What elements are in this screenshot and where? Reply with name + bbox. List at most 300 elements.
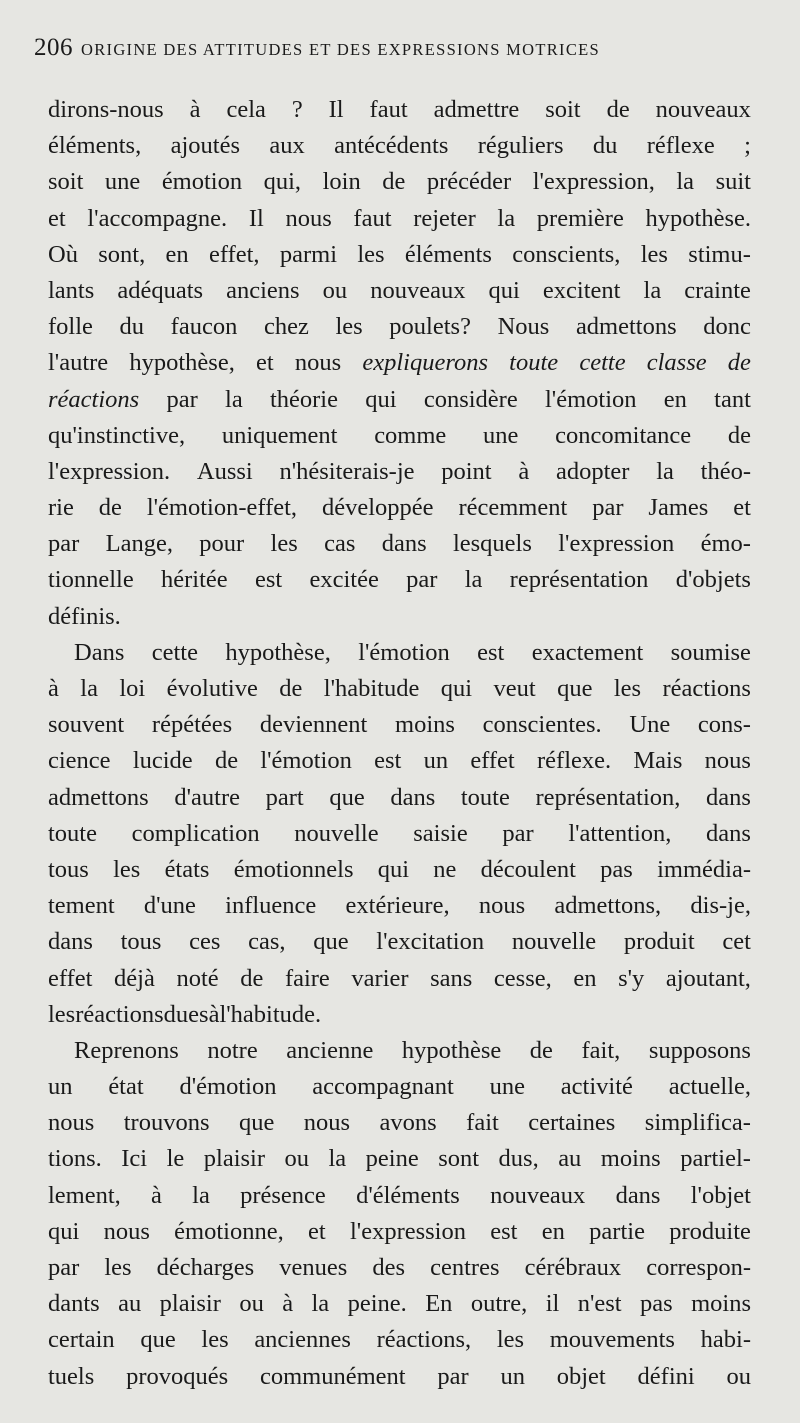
word: Reprenons	[74, 1036, 179, 1064]
italic-word: toute	[509, 349, 559, 377]
word: l'émotion	[358, 638, 450, 666]
word: aux	[269, 132, 305, 160]
text-line	[48, 1069, 751, 1105]
word: n'hésiterais-je	[279, 457, 415, 485]
word: objet	[556, 1362, 606, 1390]
word: adopter	[556, 457, 630, 485]
text-line	[48, 852, 751, 888]
word: moins	[691, 1290, 751, 1318]
text-line	[48, 816, 751, 852]
text-line	[48, 345, 751, 381]
word: Dans	[74, 638, 125, 666]
word: excitée	[309, 566, 379, 594]
word: faut	[353, 204, 392, 232]
word: est	[374, 747, 402, 775]
word: un	[423, 747, 449, 775]
word: considère	[423, 385, 518, 413]
word: comme	[374, 421, 447, 449]
word: et	[256, 349, 274, 377]
word: effet	[470, 747, 515, 775]
word: tous	[48, 855, 89, 883]
word: du	[592, 132, 618, 160]
word: nouveaux	[655, 96, 751, 123]
word: admettons	[575, 313, 677, 341]
word: soit	[48, 168, 84, 196]
word: fait	[466, 1109, 499, 1137]
word: Une	[629, 711, 671, 739]
word: d'autre	[174, 783, 240, 811]
word: que	[313, 928, 349, 956]
word: qui	[488, 276, 520, 304]
word: avons	[379, 1109, 437, 1137]
word: qui	[48, 1217, 80, 1245]
word: récemment	[458, 494, 568, 522]
word: dues	[163, 1000, 209, 1028]
word: de	[279, 675, 303, 702]
word: centres	[430, 1254, 500, 1281]
word: Mais	[633, 747, 683, 775]
word: la	[656, 457, 674, 485]
word: l'émotion-effet,	[146, 494, 298, 522]
word: définis.	[48, 602, 121, 630]
word: dans	[390, 783, 436, 811]
word: admettre	[433, 96, 520, 123]
word: et	[733, 494, 751, 522]
text-line	[48, 526, 751, 562]
word: cette	[151, 638, 198, 666]
word: nous	[48, 1109, 95, 1137]
word: qu'instinctive,	[48, 421, 186, 449]
word: représentation	[509, 566, 649, 594]
word: dans	[615, 1181, 661, 1209]
word: la	[643, 276, 662, 304]
text-line	[48, 1359, 751, 1395]
word: l'excitation	[376, 928, 485, 956]
word: simplifica-	[644, 1109, 751, 1137]
word: de	[529, 1036, 553, 1064]
word: lants	[48, 276, 95, 304]
word: anciens	[226, 276, 300, 304]
word: produite	[669, 1217, 751, 1245]
word: ou	[239, 1290, 264, 1318]
word: deviennent	[259, 711, 368, 739]
italic-word: expliquerons	[362, 349, 488, 377]
word: émotion	[161, 168, 243, 196]
word: qui	[440, 675, 473, 702]
word: les	[270, 530, 298, 558]
word: activité	[560, 1073, 633, 1101]
word: qui	[365, 385, 397, 413]
text-line	[48, 562, 751, 598]
word: à	[189, 96, 201, 123]
word: ou	[284, 1145, 309, 1173]
word: la	[225, 385, 243, 413]
word: souvent	[48, 711, 125, 739]
italic-word: cette	[579, 349, 626, 377]
word: de	[606, 96, 630, 123]
word: nous	[303, 1109, 351, 1137]
word: en	[573, 964, 597, 992]
word: conscients,	[512, 240, 621, 268]
word: plaisir	[159, 1290, 221, 1318]
word: au	[558, 1145, 582, 1173]
word: de	[382, 168, 406, 196]
text-line	[48, 743, 751, 779]
text-line	[48, 780, 751, 816]
word: tuels	[48, 1362, 95, 1390]
word: qui	[377, 855, 410, 883]
word: un	[500, 1362, 525, 1390]
word: l'habitude.	[219, 1000, 322, 1028]
word: dus,	[498, 1145, 539, 1173]
word: de	[727, 421, 751, 449]
text-line	[48, 1033, 751, 1069]
word: émo-	[700, 530, 751, 558]
word: varier	[351, 964, 409, 992]
word: éléments,	[48, 132, 142, 160]
word: réguliers	[477, 132, 564, 160]
word: rie	[48, 494, 74, 522]
text-line	[48, 997, 751, 1033]
running-title: ORIGINE DES ATTITUDES ET DES EXPRESSIONS MOTRICES	[81, 40, 601, 59]
word: l'accompagne.	[87, 204, 228, 232]
word: suit	[715, 168, 751, 196]
word: uniquement	[221, 421, 338, 449]
word: cesse,	[493, 964, 552, 992]
word: ou	[322, 276, 348, 304]
text-line	[48, 1250, 751, 1286]
word: une	[483, 421, 519, 449]
word: la	[80, 675, 98, 702]
word: faucon	[170, 313, 238, 341]
text-line	[48, 888, 751, 924]
word: précéder	[426, 168, 512, 196]
word: les	[48, 1000, 76, 1028]
text-line	[48, 309, 751, 345]
word: une	[489, 1073, 525, 1101]
word: Il	[328, 96, 344, 123]
body-text	[48, 92, 751, 1395]
word: hypothèse.	[645, 204, 751, 232]
word: par	[48, 1254, 80, 1281]
word: cela	[226, 96, 266, 123]
page-header	[34, 34, 764, 70]
word: James	[648, 494, 709, 522]
word: la	[311, 1290, 330, 1318]
word: des	[372, 1254, 406, 1281]
text-line	[48, 707, 751, 743]
word: nouvelle	[294, 819, 379, 847]
word: les	[201, 1326, 229, 1354]
word: ces	[189, 928, 221, 956]
text-line	[48, 599, 751, 635]
word: s'y	[618, 964, 645, 992]
text-line	[48, 1141, 751, 1177]
word: défini	[637, 1362, 695, 1390]
word: produit	[623, 928, 695, 956]
word: sont,	[98, 240, 146, 268]
word: loi	[119, 675, 146, 702]
word: effet,	[208, 240, 260, 268]
word: la	[192, 1181, 210, 1209]
word: ne	[433, 855, 457, 883]
word: nous	[478, 892, 526, 920]
italic-word: réactions	[48, 385, 140, 413]
word: dans	[381, 530, 427, 558]
word: d'objets	[675, 566, 751, 594]
word: faut	[369, 96, 408, 123]
word: par	[437, 1362, 469, 1390]
word: les	[357, 240, 385, 268]
word: folle	[48, 313, 93, 341]
word: émotionne,	[174, 1217, 284, 1245]
word: concomitance	[555, 421, 692, 449]
word: par	[48, 530, 80, 558]
word: en	[541, 1217, 565, 1245]
word: théo-	[700, 457, 751, 485]
word: dans	[706, 783, 751, 811]
word: cas,	[248, 928, 286, 956]
word: est	[490, 1217, 518, 1245]
word: hypothèse	[401, 1036, 502, 1064]
word: communément	[259, 1362, 406, 1390]
word: plaisir	[203, 1145, 266, 1173]
text-line	[48, 1178, 751, 1214]
word: tions.	[48, 1145, 102, 1173]
word: noté	[176, 964, 219, 992]
text-line	[48, 671, 751, 707]
word: nous	[294, 349, 342, 377]
word: évolutive	[166, 675, 258, 702]
word: les	[335, 313, 363, 341]
word: point	[441, 457, 492, 485]
word: à	[208, 1000, 220, 1028]
text-line	[48, 201, 751, 237]
word: pour	[199, 530, 245, 558]
word: donc	[703, 313, 751, 341]
word: mouvements	[549, 1326, 675, 1354]
word: nous	[704, 747, 751, 775]
word: en	[663, 385, 687, 413]
word: nouveaux	[490, 1181, 586, 1209]
word: cience	[48, 747, 111, 775]
page-number: 206	[34, 34, 73, 61]
word: présence	[240, 1181, 326, 1209]
text-line	[48, 961, 751, 997]
word: pas	[600, 855, 633, 883]
word: notre	[207, 1036, 258, 1064]
word: Nous	[497, 313, 550, 341]
word: veut	[493, 675, 536, 702]
word: nouveaux	[370, 276, 466, 304]
word: que	[557, 675, 593, 702]
text-line	[48, 635, 751, 671]
word: est	[254, 566, 283, 594]
word: les	[113, 855, 141, 883]
word: à	[282, 1290, 294, 1318]
word: effet	[48, 964, 93, 992]
text-line	[48, 1214, 751, 1250]
word: les	[496, 1326, 525, 1354]
word: développée	[321, 494, 434, 522]
word: immédia-	[657, 855, 751, 883]
word: loin	[322, 168, 361, 196]
word: Lange,	[105, 530, 173, 558]
word: faire	[284, 964, 330, 992]
word: théorie	[269, 385, 338, 413]
word: le	[166, 1145, 185, 1173]
word: et	[308, 1217, 326, 1245]
word: du	[119, 313, 145, 341]
word: lement,	[48, 1181, 121, 1209]
word: partiel-	[680, 1145, 751, 1173]
word: correspon-	[646, 1254, 751, 1281]
text-line	[48, 164, 751, 200]
word: représentation,	[535, 783, 681, 811]
word: anciennes	[254, 1326, 351, 1354]
word: réactions	[662, 675, 751, 702]
word: la	[328, 1145, 347, 1173]
word: les	[640, 240, 668, 268]
word: en	[165, 240, 189, 268]
word: rejeter	[413, 204, 476, 232]
italic-word: classe	[646, 349, 707, 377]
word: soumise	[670, 638, 751, 666]
word: la	[676, 168, 695, 196]
word: cérébraux	[524, 1254, 622, 1281]
word: il	[545, 1290, 560, 1318]
word: l'émotion	[544, 385, 637, 413]
word: poulets?	[389, 313, 471, 341]
text-line	[48, 1286, 751, 1322]
word: dirons-nous	[48, 96, 164, 123]
word: fait,	[581, 1036, 621, 1064]
word: que	[238, 1109, 275, 1137]
word: outre,	[470, 1290, 528, 1318]
word: lucide	[132, 747, 193, 775]
word: pas	[640, 1290, 673, 1318]
word: cas	[324, 530, 356, 558]
word: la	[464, 566, 483, 594]
word: un	[48, 1073, 73, 1101]
word: dis-je,	[690, 892, 751, 920]
word: tement	[48, 892, 115, 920]
word: dans	[48, 928, 93, 956]
word: d'éléments	[356, 1181, 460, 1209]
text-line	[48, 382, 751, 418]
word: l'expression	[558, 530, 675, 558]
word: toute	[460, 783, 510, 811]
text-line	[48, 418, 751, 454]
word: Ici	[121, 1145, 148, 1173]
word: dans	[706, 819, 751, 847]
word: d'émotion	[179, 1073, 277, 1101]
word: peine.	[347, 1290, 407, 1318]
word: sans	[430, 964, 473, 992]
word: admettons,	[554, 892, 662, 920]
word: à	[48, 675, 59, 702]
word: d'une	[143, 892, 196, 920]
word: tous	[120, 928, 162, 956]
word: certaines	[528, 1109, 616, 1137]
word: moins	[600, 1145, 661, 1173]
word: peine	[365, 1145, 419, 1173]
word: par	[502, 819, 534, 847]
word: l'émotion	[260, 747, 352, 775]
word: décharges	[156, 1254, 255, 1281]
word: réactions	[75, 1000, 164, 1028]
word: soit	[545, 96, 581, 123]
word: états	[164, 855, 210, 883]
word: de	[240, 964, 264, 992]
word: provoqués	[126, 1362, 229, 1390]
word: Où	[48, 240, 78, 268]
word: nous	[103, 1217, 150, 1245]
word: par	[592, 494, 624, 522]
word: conscientes.	[482, 711, 602, 739]
italic-word: de	[727, 349, 751, 377]
word: lesquels	[452, 530, 532, 558]
word: première	[536, 204, 624, 232]
text-line	[48, 454, 751, 490]
text-line	[48, 490, 751, 526]
word: qui,	[263, 168, 302, 196]
word: à	[151, 1181, 162, 1209]
word: influence	[225, 892, 317, 920]
word: nouvelle	[511, 928, 597, 956]
text-line	[48, 237, 751, 273]
text-line	[48, 128, 751, 164]
word: trouvons	[123, 1109, 210, 1137]
word: moins	[395, 711, 455, 739]
word: l'attention,	[568, 819, 672, 847]
word: cons-	[697, 711, 751, 739]
word: ;	[744, 132, 751, 160]
word: toute	[48, 819, 97, 847]
word: ancienne	[286, 1036, 374, 1064]
word: l'autre	[48, 349, 109, 377]
word: les	[104, 1254, 132, 1281]
word: sont	[438, 1145, 480, 1173]
word: supposons	[648, 1036, 751, 1064]
word: ajoutant,	[665, 964, 751, 992]
word: part	[265, 783, 304, 811]
word: l'expression.	[48, 457, 171, 485]
word: émotionnels	[233, 855, 354, 883]
word: réflexe	[646, 132, 715, 160]
word: certain	[48, 1326, 115, 1354]
word: l'objet	[690, 1181, 751, 1209]
word: est	[477, 638, 505, 666]
word: ?	[291, 96, 303, 123]
word: réflexe.	[537, 747, 612, 775]
word: crainte	[684, 276, 751, 304]
word: répétées	[151, 711, 233, 739]
word: tant	[714, 385, 751, 413]
word: par	[166, 385, 198, 413]
word: par	[406, 566, 438, 594]
text-line	[48, 1322, 751, 1358]
word: habi-	[700, 1326, 751, 1354]
word: que	[140, 1326, 176, 1354]
word: venues	[279, 1254, 348, 1281]
word: n'est	[577, 1290, 622, 1318]
word: au	[118, 1290, 142, 1318]
word: et	[48, 204, 66, 232]
word: partie	[589, 1217, 645, 1245]
word: chez	[263, 313, 309, 341]
word: tionnelle	[48, 566, 134, 594]
